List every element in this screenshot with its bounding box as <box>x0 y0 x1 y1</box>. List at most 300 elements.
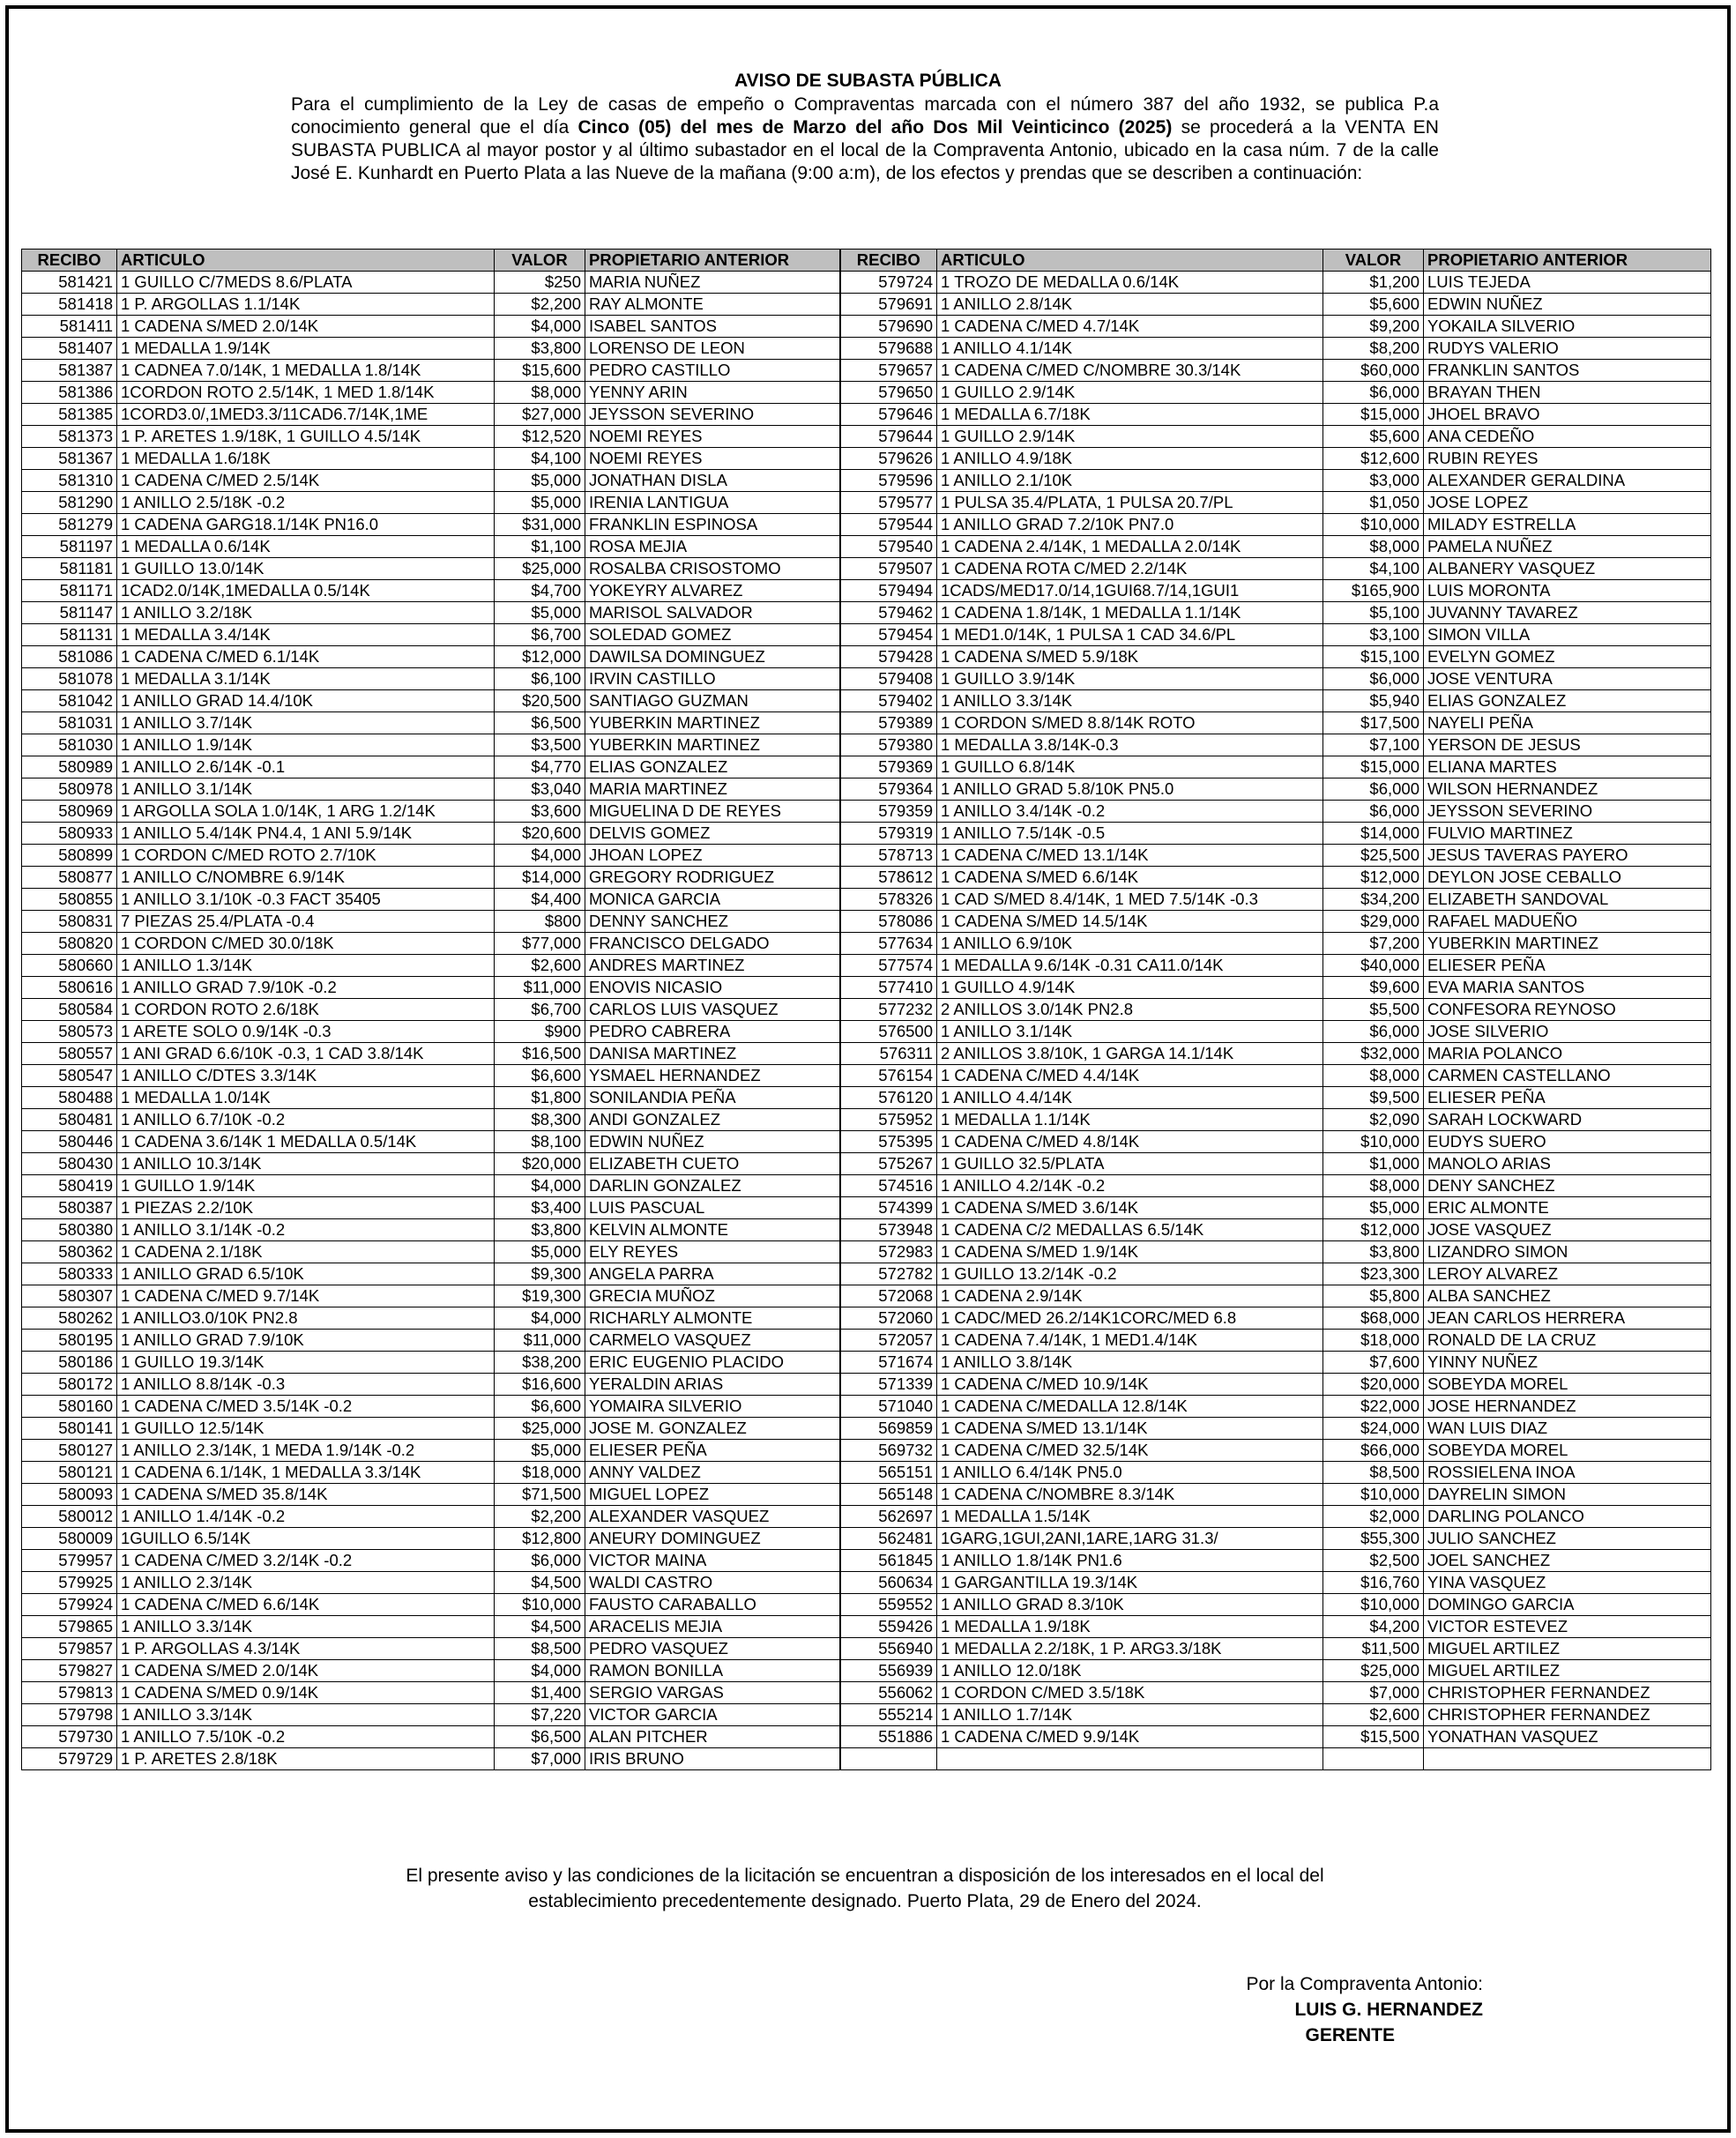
recibo-cell: 562481 <box>840 1528 937 1550</box>
propietario-cell: ELIESER PEÑA <box>585 1440 840 1462</box>
recibo-cell: 575267 <box>840 1153 937 1175</box>
articulo-cell: 1 ANILLO 4.4/14K <box>937 1087 1323 1109</box>
articulo-cell: 1 PULSA 35.4/PLATA, 1 PULSA 20.7/PL <box>937 492 1323 514</box>
table-row <box>22 1285 1711 1307</box>
recibo-cell: 580481 <box>22 1109 117 1131</box>
articulo-cell: 1 PIEZAS 2.2/10K <box>117 1197 495 1219</box>
valor-cell: $1,400 <box>495 1682 585 1704</box>
recibo-cell: 560634 <box>840 1572 937 1594</box>
valor-cell: $20,600 <box>495 823 585 845</box>
table-row <box>22 1572 1711 1594</box>
valor-cell: $15,100 <box>1323 646 1424 668</box>
table-row <box>22 1021 1711 1043</box>
valor-cell: $5,000 <box>495 602 585 624</box>
articulo-cell: 1 CADENA 2.4/14K, 1 MEDALLA 2.0/14K <box>937 536 1323 558</box>
recibo-cell: 579428 <box>840 646 937 668</box>
articulo-cell: 1 GUILLO 32.5/PLATA <box>937 1153 1323 1175</box>
propietario-cell: DARLING POLANCO <box>1424 1506 1711 1528</box>
articulo-cell: 1 CADENA C/MED 13.1/14K <box>937 845 1323 867</box>
propietario-cell: MARIA NUÑEZ <box>585 272 840 294</box>
valor-cell: $3,800 <box>495 1219 585 1241</box>
valor-cell: $24,000 <box>1323 1418 1424 1440</box>
articulo-cell: 1 P. ARETES 1.9/18K, 1 GUILLO 4.5/14K <box>117 426 495 448</box>
recibo-cell: 573948 <box>840 1219 937 1241</box>
articulo-cell: 1 CADC/MED 26.2/14K1CORC/MED 6.8 <box>937 1307 1323 1330</box>
recibo-cell: 580831 <box>22 911 117 933</box>
valor-cell: $12,000 <box>1323 867 1424 889</box>
valor-cell: $7,200 <box>1323 933 1424 955</box>
propietario-cell: RAMON BONILLA <box>585 1660 840 1682</box>
valor-cell: $6,000 <box>495 1550 585 1572</box>
valor-cell: $15,000 <box>1323 756 1424 778</box>
recibo-cell: 580989 <box>22 756 117 778</box>
recibo-cell: 579688 <box>840 338 937 360</box>
articulo-cell: 1 CADENA C/MEDALLA 12.8/14K <box>937 1396 1323 1418</box>
articulo-cell: 1 CORDON C/MED ROTO 2.7/10K <box>117 845 495 867</box>
valor-cell: $6,600 <box>495 1065 585 1087</box>
recibo-cell: 559552 <box>840 1594 937 1616</box>
valor-cell: $18,000 <box>495 1462 585 1484</box>
recibo-cell: 580573 <box>22 1021 117 1043</box>
items-table <box>21 249 1711 1770</box>
valor-cell: $16,500 <box>495 1043 585 1065</box>
valor-cell: $9,500 <box>1323 1087 1424 1109</box>
table-row <box>22 1263 1711 1285</box>
articulo-cell: 2 ANILLOS 3.8/10K, 1 GARGA 14.1/14K <box>937 1043 1323 1065</box>
propietario-cell: GRECIA MUÑOZ <box>585 1285 840 1307</box>
valor-cell: $11,000 <box>495 977 585 999</box>
valor-cell: $8,000 <box>1323 536 1424 558</box>
recibo-cell: 580121 <box>22 1462 117 1484</box>
valor-cell: $6,700 <box>495 999 585 1021</box>
propietario-cell: SARAH LOCKWARD <box>1424 1109 1711 1131</box>
recibo-cell: 581078 <box>22 668 117 690</box>
recibo-cell: 579646 <box>840 404 937 426</box>
table-row <box>22 801 1711 823</box>
footer-note <box>291 1863 1439 1914</box>
recibo-cell: 579319 <box>840 823 937 845</box>
recibo-cell: 565151 <box>840 1462 937 1484</box>
signature-line: Por la Compraventa Antonio: <box>1246 1974 1483 1994</box>
propietario-cell: ARACELIS MEJIA <box>585 1616 840 1638</box>
valor-cell: $1,200 <box>1323 272 1424 294</box>
propietario-cell: DOMINGO GARCIA <box>1424 1594 1711 1616</box>
recibo-cell: 579380 <box>840 734 937 756</box>
valor-cell: $8,000 <box>1323 1065 1424 1087</box>
table-row <box>22 1087 1711 1109</box>
recibo-cell: 579577 <box>840 492 937 514</box>
recibo-cell: 580093 <box>22 1484 117 1506</box>
recibo-cell: 580195 <box>22 1330 117 1352</box>
articulo-cell: 1 CADENA GARG18.1/14K PN16.0 <box>117 514 495 536</box>
propietario-cell: CHRISTOPHER FERNANDEZ <box>1424 1704 1711 1726</box>
valor-cell: $20,000 <box>495 1153 585 1175</box>
notice-title: AVISO DE SUBASTA PÚBLICA <box>734 71 1002 91</box>
propietario-cell: FRANCISCO DELGADO <box>585 933 840 955</box>
table-row <box>22 933 1711 955</box>
articulo-cell: 1CORD3.0/,1MED3.3/11CAD6.7/14K,1ME <box>117 404 495 426</box>
table-row <box>22 294 1711 316</box>
articulo-cell: 1 CAD S/MED 8.4/14K, 1 MED 7.5/14K -0.3 <box>937 889 1323 911</box>
signature-block <box>1146 1971 1483 2048</box>
articulo-cell: 1 ANILLO 3.4/14K -0.2 <box>937 801 1323 823</box>
table-row <box>22 1726 1711 1748</box>
propietario-cell: DENY SANCHEZ <box>1424 1175 1711 1197</box>
header-propietario: PROPIETARIO ANTERIOR <box>585 250 840 272</box>
articulo-cell: 7 PIEZAS 25.4/PLATA -0.4 <box>117 911 495 933</box>
recibo-cell: 581290 <box>22 492 117 514</box>
recibo-cell: 579865 <box>22 1616 117 1638</box>
valor-cell: $3,800 <box>1323 1241 1424 1263</box>
propietario-cell: YINNY NUÑEZ <box>1424 1352 1711 1374</box>
articulo-cell: 1 ANILLO GRAD 7.9/10K -0.2 <box>117 977 495 999</box>
recibo-cell: 574399 <box>840 1197 937 1219</box>
articulo-cell: 1 GUILLO 6.8/14K <box>937 756 1323 778</box>
recibo-cell: 580430 <box>22 1153 117 1175</box>
articulo-cell: 1 MEDALLA 1.9/18K <box>937 1616 1323 1638</box>
propietario-cell: YUBERKIN MARTINEZ <box>585 712 840 734</box>
recibo-cell: 581411 <box>22 316 117 338</box>
recibo-cell: 580616 <box>22 977 117 999</box>
articulo-cell: 1 ANILLO C/DTES 3.3/14K <box>117 1065 495 1087</box>
articulo-cell: 1 ANILLO 6.4/14K PN5.0 <box>937 1462 1323 1484</box>
articulo-cell: 1 CADENA C/MED 4.8/14K <box>937 1131 1323 1153</box>
recibo-cell: 579730 <box>22 1726 117 1748</box>
propietario-cell: LUIS MORONTA <box>1424 580 1711 602</box>
propietario-cell: ERIC ALMONTE <box>1424 1197 1711 1219</box>
propietario-cell: JEYSSON SEVERINO <box>585 404 840 426</box>
propietario-cell: CARMELO VASQUEZ <box>585 1330 840 1352</box>
propietario-cell: JEAN CARLOS HERRERA <box>1424 1307 1711 1330</box>
table-row <box>22 1153 1711 1175</box>
table-row <box>22 1396 1711 1418</box>
valor-cell: $16,760 <box>1323 1572 1424 1594</box>
recibo-cell: 580362 <box>22 1241 117 1263</box>
auction-date: Cinco (05) del mes de Marzo del año Dos Mil Veinticinco (2025) <box>577 117 1173 138</box>
recibo-cell: 580127 <box>22 1440 117 1462</box>
propietario-cell: WAN LUIS DIAZ <box>1424 1418 1711 1440</box>
recibo-cell: 581367 <box>22 448 117 470</box>
articulo-cell: 1 ANILLO 5.4/14K PN4.4, 1 ANI 5.9/14K <box>117 823 495 845</box>
propietario-cell: JHOEL BRAVO <box>1424 404 1711 426</box>
propietario-cell: DAYRELIN SIMON <box>1424 1484 1711 1506</box>
valor-cell: $6,000 <box>1323 778 1424 801</box>
propietario-cell: MARISOL SALVADOR <box>585 602 840 624</box>
articulo-cell: 1GARG,1GUI,2ANI,1ARE,1ARG 31.3/ <box>937 1528 1323 1550</box>
table-row <box>22 646 1711 668</box>
articulo-cell: 1 CADENA C/MED 9.9/14K <box>937 1726 1323 1748</box>
valor-cell: $5,600 <box>1323 294 1424 316</box>
propietario-cell: JULIO SANCHEZ <box>1424 1528 1711 1550</box>
propietario-cell: CARMEN CASTELLANO <box>1424 1065 1711 1087</box>
valor-cell: $1,800 <box>495 1087 585 1109</box>
articulo-cell: 1 CADENA C/MED 6.6/14K <box>117 1594 495 1616</box>
valor-cell: $6,100 <box>495 668 585 690</box>
recibo-cell: 555214 <box>840 1704 937 1726</box>
valor-cell: $2,200 <box>495 1506 585 1528</box>
articulo-cell: 1 GARGANTILLA 19.3/14K <box>937 1572 1323 1594</box>
propietario-cell: JONATHAN DISLA <box>585 470 840 492</box>
recibo-cell: 572060 <box>840 1307 937 1330</box>
articulo-cell: 1 CADENA C/MED 3.5/14K -0.2 <box>117 1396 495 1418</box>
articulo-cell: 1 GUILLO 13.2/14K -0.2 <box>937 1263 1323 1285</box>
articulo-cell: 1 CADENA C/MED 32.5/14K <box>937 1440 1323 1462</box>
articulo-cell: 1 MEDALLA 2.2/18K, 1 P. ARG3.3/18K <box>937 1638 1323 1660</box>
recibo-cell: 581385 <box>22 404 117 426</box>
recibo-cell: 579925 <box>22 1572 117 1594</box>
propietario-cell: JOEL SANCHEZ <box>1424 1550 1711 1572</box>
recibo-cell: 571339 <box>840 1374 937 1396</box>
recibo-cell: 580333 <box>22 1263 117 1285</box>
table-row <box>22 1418 1711 1440</box>
recibo-cell: 562697 <box>840 1506 937 1528</box>
propietario-cell: ELY REYES <box>585 1241 840 1263</box>
header-propietario: PROPIETARIO ANTERIOR <box>1424 250 1711 272</box>
propietario-cell: LUIS PASCUAL <box>585 1197 840 1219</box>
articulo-cell: 1 MEDALLA 0.6/14K <box>117 536 495 558</box>
table-row <box>22 1352 1711 1374</box>
articulo-cell: 1 ANILLO 3.8/14K <box>937 1352 1323 1374</box>
articulo-cell: 1 ANI GRAD 6.6/10K -0.3, 1 CAD 3.8/14K <box>117 1043 495 1065</box>
table-row <box>22 1506 1711 1528</box>
articulo-cell: 1 GUILLO 19.3/14K <box>117 1352 495 1374</box>
valor-cell: $5,000 <box>495 1440 585 1462</box>
recibo-cell: 576120 <box>840 1087 937 1109</box>
articulo-cell: 1 ANILLO 2.3/14K, 1 MEDA 1.9/14K -0.2 <box>117 1440 495 1462</box>
recibo-cell: 574516 <box>840 1175 937 1197</box>
propietario-cell: MIGUEL ARTILEZ <box>1424 1660 1711 1682</box>
articulo-cell: 1 ANILLO GRAD 6.5/10K <box>117 1263 495 1285</box>
propietario-cell: FRANKLIN ESPINOSA <box>585 514 840 536</box>
valor-cell: $77,000 <box>495 933 585 955</box>
valor-cell: $25,500 <box>1323 845 1424 867</box>
recibo-cell: 581418 <box>22 294 117 316</box>
recibo-cell: 581373 <box>22 426 117 448</box>
recibo-cell: 581421 <box>22 272 117 294</box>
articulo-cell: 1 CORDON C/MED 3.5/18K <box>937 1682 1323 1704</box>
table-row <box>22 1550 1711 1572</box>
valor-cell: $2,600 <box>1323 1704 1424 1726</box>
recibo-cell: 577232 <box>840 999 937 1021</box>
propietario-cell: DENNY SANCHEZ <box>585 911 840 933</box>
table-row <box>22 778 1711 801</box>
articulo-cell: 1 ANILLO 1.8/14K PN1.6 <box>937 1550 1323 1572</box>
valor-cell: $800 <box>495 911 585 933</box>
recibo-cell: 578612 <box>840 867 937 889</box>
propietario-cell: WALDI CASTRO <box>585 1572 840 1594</box>
articulo-cell: 1 CADENA S/MED 0.9/14K <box>117 1682 495 1704</box>
valor-cell: $4,200 <box>1323 1616 1424 1638</box>
recibo-cell: 575952 <box>840 1109 937 1131</box>
articulo-cell: 1 ANILLO 3.1/10K -0.3 FACT 35405 <box>117 889 495 911</box>
table-row <box>22 1307 1711 1330</box>
articulo-cell: 1 ANILLO GRAD 7.2/10K PN7.0 <box>937 514 1323 536</box>
propietario-cell: EVELYN GOMEZ <box>1424 646 1711 668</box>
articulo-cell: 1 CADENA 6.1/14K, 1 MEDALLA 3.3/14K <box>117 1462 495 1484</box>
propietario-cell: JOSE VASQUEZ <box>1424 1219 1711 1241</box>
valor-cell: $16,600 <box>495 1374 585 1396</box>
valor-cell: $4,000 <box>495 1660 585 1682</box>
valor-cell: $3,600 <box>495 801 585 823</box>
recibo-cell: 579813 <box>22 1682 117 1704</box>
valor-cell: $5,500 <box>1323 999 1424 1021</box>
articulo-cell: 1 ANILLO3.0/10K PN2.8 <box>117 1307 495 1330</box>
recibo-cell: 556939 <box>840 1660 937 1682</box>
propietario-cell: ALEXANDER VASQUEZ <box>585 1506 840 1528</box>
valor-cell: $8,500 <box>1323 1462 1424 1484</box>
propietario-cell: NOEMI REYES <box>585 448 840 470</box>
propietario-cell: ISABEL SANTOS <box>585 316 840 338</box>
signer-role: GERENTE <box>1305 2025 1395 2045</box>
intro-text-part2: se procederá a la VENTA EN SUBASTA PUBLICA al mayor postor y al último subastador en el local de la Compraventa Antonio, ubicado en la casa núm. 7 de la calle José E. Kunhardt en Puerto Plata a las Nueve de la mañana (9:00 a:m), de los efectos y prendas que se describen a continuación: <box>291 117 1439 183</box>
recibo-cell: 581407 <box>22 338 117 360</box>
table-row <box>22 1638 1711 1660</box>
recibo-cell: 579626 <box>840 448 937 470</box>
valor-cell: $5,000 <box>495 1241 585 1263</box>
recibo-cell: 579364 <box>840 778 937 801</box>
propietario-cell: BRAYAN THEN <box>1424 382 1711 404</box>
articulo-cell: 1 MEDALLA 3.1/14K <box>117 668 495 690</box>
valor-cell: $1,050 <box>1323 492 1424 514</box>
recibo-cell: 579650 <box>840 382 937 404</box>
propietario-cell: ERIC EUGENIO PLACIDO <box>585 1352 840 1374</box>
recibo-cell: 580186 <box>22 1352 117 1374</box>
table-row <box>22 1065 1711 1087</box>
recibo-cell: 580969 <box>22 801 117 823</box>
valor-cell: $31,000 <box>495 514 585 536</box>
articulo-cell: 1 GUILLO 2.9/14K <box>937 426 1323 448</box>
recibo-cell: 581147 <box>22 602 117 624</box>
table-row <box>22 1374 1711 1396</box>
table-row <box>22 316 1711 338</box>
articulo-cell: 1 ANILLO 3.3/14K <box>117 1616 495 1638</box>
recibo-cell: 580380 <box>22 1219 117 1241</box>
recibo-cell: 575395 <box>840 1131 937 1153</box>
valor-cell: $4,500 <box>495 1572 585 1594</box>
valor-cell: $4,770 <box>495 756 585 778</box>
recibo-cell: 581181 <box>22 558 117 580</box>
articulo-cell: 1 ANILLO 1.9/14K <box>117 734 495 756</box>
propietario-cell: JUVANNY TAVAREZ <box>1424 602 1711 624</box>
propietario-cell: CONFESORA REYNOSO <box>1424 999 1711 1021</box>
articulo-cell: 1 ANILLO 3.3/14K <box>117 1704 495 1726</box>
propietario-cell: MARIA MARTINEZ <box>585 778 840 801</box>
recibo-cell: 580855 <box>22 889 117 911</box>
articulo-cell: 1 CADENA C/NOMBRE 8.3/14K <box>937 1484 1323 1506</box>
propietario-cell: VICTOR MAINA <box>585 1550 840 1572</box>
propietario-cell: DARLIN GONZALEZ <box>585 1175 840 1197</box>
propietario-cell: CARLOS LUIS VASQUEZ <box>585 999 840 1021</box>
valor-cell: $5,100 <box>1323 602 1424 624</box>
table-row <box>22 1704 1711 1726</box>
propietario-cell: ANA CEDEÑO <box>1424 426 1711 448</box>
valor-cell: $6,000 <box>1323 668 1424 690</box>
recibo-cell <box>840 1748 937 1770</box>
articulo-cell: 1 CADENA C/MED C/NOMBRE 30.3/14K <box>937 360 1323 382</box>
articulo-cell: 1 P. ARETES 2.8/18K <box>117 1748 495 1770</box>
propietario-cell: MIGUELINA D DE REYES <box>585 801 840 823</box>
propietario-cell: LIZANDRO SIMON <box>1424 1241 1711 1263</box>
valor-cell: $4,500 <box>495 1616 585 1638</box>
propietario-cell: YUBERKIN MARTINEZ <box>1424 933 1711 955</box>
table-row <box>22 734 1711 756</box>
articulo-cell: 1 MEDALLA 1.0/14K <box>117 1087 495 1109</box>
table-row <box>22 1528 1711 1550</box>
articulo-cell: 1 CADENA S/MED 6.6/14K <box>937 867 1323 889</box>
propietario-cell: ANGELA PARRA <box>585 1263 840 1285</box>
propietario-cell: FRANKLIN SANTOS <box>1424 360 1711 382</box>
table-row <box>22 1109 1711 1131</box>
articulo-cell: 1 GUILLO 12.5/14K <box>117 1418 495 1440</box>
recibo-cell: 572068 <box>840 1285 937 1307</box>
recibo-cell: 581387 <box>22 360 117 382</box>
recibo-cell: 579540 <box>840 536 937 558</box>
recibo-cell: 580446 <box>22 1131 117 1153</box>
articulo-cell: 1 ARGOLLA SOLA 1.0/14K, 1 ARG 1.2/14K <box>117 801 495 823</box>
recibo-cell: 579798 <box>22 1704 117 1726</box>
articulo-cell: 1 ANILLO 2.5/18K -0.2 <box>117 492 495 514</box>
articulo-cell: 1 ANILLO 10.3/14K <box>117 1153 495 1175</box>
articulo-cell: 1 GUILLO 1.9/14K <box>117 1175 495 1197</box>
propietario-cell: YERSON DE JESUS <box>1424 734 1711 756</box>
recibo-cell: 572057 <box>840 1330 937 1352</box>
recibo-cell: 581197 <box>22 536 117 558</box>
valor-cell: $4,100 <box>495 448 585 470</box>
valor-cell: $6,500 <box>495 712 585 734</box>
propietario-cell: FULVIO MARTINEZ <box>1424 823 1711 845</box>
recibo-cell: 579507 <box>840 558 937 580</box>
propietario-cell: ELIZABETH CUETO <box>585 1153 840 1175</box>
recibo-cell: 565148 <box>840 1484 937 1506</box>
valor-cell: $2,000 <box>1323 1506 1424 1528</box>
valor-cell: $3,000 <box>1323 470 1424 492</box>
header-articulo: ARTICULO <box>117 250 495 272</box>
valor-cell: $5,800 <box>1323 1285 1424 1307</box>
valor-cell: $10,000 <box>1323 1594 1424 1616</box>
articulo-cell: 1 ANILLO 4.1/14K <box>937 338 1323 360</box>
articulo-cell: 1 CADENA S/MED 1.9/14K <box>937 1241 1323 1263</box>
propietario-cell: MARIA POLANCO <box>1424 1043 1711 1065</box>
valor-cell: $5,000 <box>1323 1197 1424 1219</box>
table-row <box>22 580 1711 602</box>
valor-cell: $22,000 <box>1323 1396 1424 1418</box>
valor-cell: $3,800 <box>495 338 585 360</box>
propietario-cell: ELIZABETH SANDOVAL <box>1424 889 1711 911</box>
recibo-cell: 579454 <box>840 624 937 646</box>
recibo-cell: 580978 <box>22 778 117 801</box>
table-row <box>22 1748 1711 1770</box>
valor-cell: $7,600 <box>1323 1352 1424 1374</box>
recibo-cell: 579494 <box>840 580 937 602</box>
recibo-cell: 580172 <box>22 1374 117 1396</box>
recibo-cell: 580307 <box>22 1285 117 1307</box>
table-row <box>22 1241 1711 1263</box>
articulo-cell <box>937 1748 1323 1770</box>
recibo-cell: 580899 <box>22 845 117 867</box>
table-row <box>22 1594 1711 1616</box>
propietario-cell: JHOAN LOPEZ <box>585 845 840 867</box>
valor-cell: $4,000 <box>495 316 585 338</box>
propietario-cell <box>1424 1748 1711 1770</box>
recibo-cell: 579462 <box>840 602 937 624</box>
articulo-cell: 1 ANILLO 3.1/14K <box>937 1021 1323 1043</box>
recibo-cell: 579369 <box>840 756 937 778</box>
valor-cell: $6,600 <box>495 1396 585 1418</box>
recibo-cell: 577574 <box>840 955 937 977</box>
valor-cell: $25,000 <box>1323 1660 1424 1682</box>
table-row <box>22 756 1711 778</box>
table-row <box>22 536 1711 558</box>
